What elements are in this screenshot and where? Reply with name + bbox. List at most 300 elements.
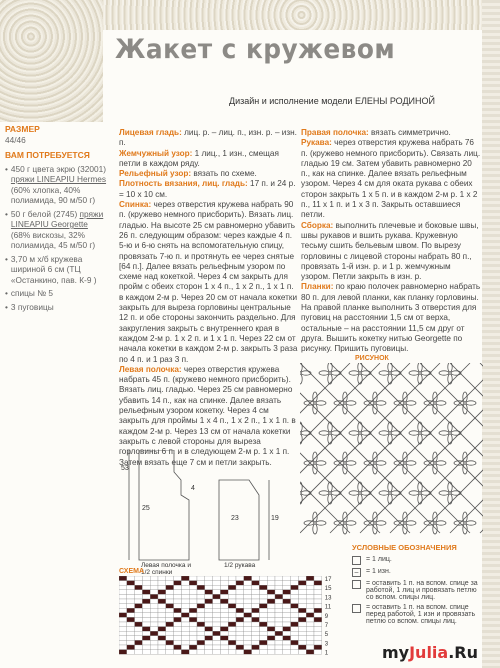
chart-cell [119,622,127,627]
chart-cell [228,585,236,590]
petal-motif [316,521,326,525]
chart-cell [205,576,213,581]
chart-cell [275,645,283,650]
instruction-label: Рукава: [301,138,332,148]
chart-cell [197,650,205,655]
chart-cell [127,627,135,632]
chart-cell [252,585,260,590]
chart-cell [119,590,127,595]
legend-text: = 1 лиц. [366,556,392,563]
chart-cell [158,636,166,641]
chart-cell [228,576,236,581]
chart-cell [259,576,267,581]
chart-cell [166,617,174,622]
material-text: 50 г белой (2745) пряжи LINEAPIU Georgette (68% вискозы, 32% полиамида, 45 м/50 г) [10,208,104,250]
chart-cell [314,622,322,627]
chart-cell [142,631,150,636]
chart-cell [127,631,135,636]
chart-cell [283,645,291,650]
chart-cell [244,617,252,622]
chart-cell [142,636,150,641]
instruction-paragraph [119,169,299,179]
chart-cell [119,645,127,650]
chart-cell [150,581,158,586]
watermark-part: my [381,643,410,662]
chart-cell [158,627,166,632]
chart-cell [252,622,260,627]
chart-cell [119,594,127,599]
watermark [382,643,478,662]
chart-cell [244,650,252,655]
chart-cell [119,636,127,641]
chart-cell [259,581,267,586]
instruction-label: Левая полочка: [119,364,182,374]
schema-diagram [119,450,289,575]
chart-cell [252,613,260,618]
petal-motif [319,431,329,435]
chart-cell [228,599,236,604]
chart-cell [142,585,150,590]
chart-cell [213,640,221,645]
chart-cell [197,645,205,650]
chart-cell [119,599,127,604]
chart-cell [291,631,299,636]
lace-photo [0,0,103,122]
chart-cell [213,608,221,613]
chart-cell [283,617,291,622]
chart-cell [150,613,158,618]
chart-cell [236,645,244,650]
chart-cell [166,599,174,604]
chart-cell [150,627,158,632]
chart-cell [314,594,322,599]
chart-cell [259,640,267,645]
chart-cell [252,590,260,595]
chart-cell [189,599,197,604]
chart-cell [135,590,143,595]
front-caption: Левая полочка и 1/2 спинки [141,562,191,576]
chart-cell [314,613,322,618]
chart-cell [127,604,135,609]
instruction-paragraph [301,138,481,220]
legend-symbol-icon [352,556,361,565]
chart-cell [150,640,158,645]
petal-motif [466,401,476,405]
chart-cell [275,631,283,636]
chart-cell [220,576,228,581]
chart-cell [220,608,228,613]
chart-cell [314,645,322,650]
chart-cell [213,627,221,632]
chart-cell [174,599,182,604]
chart-cell [298,604,306,609]
chart-cell [213,590,221,595]
chart-cell [275,617,283,622]
chart-cell [127,645,135,650]
chart-cell [158,604,166,609]
chart-cell [244,581,252,586]
chart-cell [135,627,143,632]
chart-cell [150,650,158,655]
chart-cell [205,636,213,641]
chart-cell [158,585,166,590]
chart-cell [314,636,322,641]
chart-cell [158,576,166,581]
designer-credit: Дизайн и исполнение модели ЕЛЕНЫ РОДИНОЙ [229,96,435,106]
chart-cell [135,581,143,586]
chart-cell [298,622,306,627]
chart-cell [119,581,127,586]
instruction-paragraph [119,149,299,170]
instruction-paragraph [119,128,299,149]
row-number: 1 [324,650,329,657]
chart-cell [135,604,143,609]
chart-cell [166,604,174,609]
chart-cell [205,640,213,645]
chart-cell [275,622,283,627]
chart-cell [306,585,314,590]
chart-cell [213,617,221,622]
chart-cell [158,594,166,599]
chart-cell [213,631,221,636]
chart-cell [150,636,158,641]
chart-cell [197,627,205,632]
lace-photo-right [482,0,500,668]
chart-cell [174,576,182,581]
chart-cell [291,650,299,655]
chart-cell [181,581,189,586]
chart-cell [158,613,166,618]
chart-cell [236,576,244,581]
instruction-paragraph [119,200,299,365]
chart-cell [291,604,299,609]
chart-cell [127,622,135,627]
petal-motif [409,491,419,495]
chart-cell [259,617,267,622]
petal-motif [346,401,356,405]
petal-motif [300,374,302,384]
chart-cell [259,631,267,636]
chart-cell [306,594,314,599]
chart-cell [228,636,236,641]
chart-cell [236,613,244,618]
chart-cell [119,640,127,645]
instruction-paragraph [301,282,481,354]
chart-cell [189,576,197,581]
chart-cell [127,636,135,641]
chart-cell [158,599,166,604]
chart-cell [189,581,197,586]
chart-cell [259,622,267,627]
chart-cell [275,650,283,655]
chart-cell [267,640,275,645]
chart-cell [220,631,228,636]
chart-cell [197,594,205,599]
instruction-paragraph [301,128,481,138]
chart-cell [174,613,182,618]
chart-cell [259,599,267,604]
chart-cell [135,631,143,636]
petal-motif [319,491,329,495]
chart-cell [244,576,252,581]
chart-cell [189,640,197,645]
material-item [5,164,107,206]
chart-cell [298,617,306,622]
chart-cell [283,590,291,595]
chart-cell [127,608,135,613]
chart-cell [228,640,236,645]
chart-cell [252,576,260,581]
instruction-text: по краю полочек равномерно набрать 80 п. для левой планки, как планку горловины. На правой планке выполнить 3 отверстия для пуговиц на расстоянии 1,5 см от верха, остальные – на расстоянии 11,5 см друг от друга. Вышить кокетку нитью Georgette по рисунку. Пришить пуговицы. [301,282,481,354]
chart-cell [244,631,252,636]
chart-cell [314,604,322,609]
chart-cell [205,608,213,613]
chart-cell [244,585,252,590]
petal-motif [346,461,356,465]
chart-cell [252,581,260,586]
petal-motif [379,491,389,495]
chart-cell [205,599,213,604]
chart-cell [244,604,252,609]
bullet-icon: • [5,301,8,312]
instructions-column-2 [301,128,481,355]
chart-cell [189,604,197,609]
material-text: спицы № 5 [10,288,54,298]
chart-cell [228,645,236,650]
chart-cell [267,627,275,632]
instruction-text: вязать симметрично. [368,128,451,137]
chart-cell [220,622,228,627]
chart-cell [142,627,150,632]
chart-cell [291,640,299,645]
chart-cell [267,581,275,586]
petal-motif [436,521,446,525]
legend-symbol-icon [352,580,361,589]
chart-cell [267,590,275,595]
chart-cell [259,636,267,641]
chart-cell [291,599,299,604]
petal-motif [406,521,416,525]
materials-list [5,164,107,313]
chart-cell [283,627,291,632]
petal-motif [409,431,419,435]
chart-cell [267,645,275,650]
instruction-text: выполнить плечевые и боковые швы, швы рукавов и вшить рукава. Кружевную тесьму сшить бельевым швом. По вырезу горловины с лицевой стороны набрать 80 п., провязать 1-й изн. р. и 1 р. жемчужным узором. Петли закрыть в изн. р. [301,220,479,282]
chart-cell [181,650,189,655]
chart-cell [298,594,306,599]
chart-cell [197,617,205,622]
petal-motif [316,461,326,465]
chart-cell [119,631,127,636]
chart-cell [189,622,197,627]
chart-cell [158,650,166,655]
chart-cell [298,608,306,613]
chart-cell [220,613,228,618]
chart-cell [283,622,291,627]
instruction-text: 17 п. и 24 р. = 10 х 10 см. [119,179,296,199]
chart-cell [275,585,283,590]
chart-cell [197,636,205,641]
instruction-label: Рельефный узор: [119,169,192,179]
chart-cell [181,585,189,590]
chart-cell [150,631,158,636]
chart-cell [181,613,189,618]
chart-cell [181,617,189,622]
row-number: 3 [324,641,329,648]
chart-cell [228,581,236,586]
chart-cell [291,585,299,590]
chart-cell [158,608,166,613]
chart-cell [291,576,299,581]
chart-cell [142,604,150,609]
chart-cell [291,636,299,641]
petal-motif [313,524,317,534]
chart-cell [275,627,283,632]
petal-motif [466,461,476,465]
petal-motif [349,431,359,435]
chart-cell [213,581,221,586]
chart-cell [306,631,314,636]
chart-cell [298,599,306,604]
chart-cell [150,617,158,622]
instruction-text: 1 лиц., 1 изн., смещая петли в каждом ряду. [119,148,279,168]
chart-cell [236,622,244,627]
chart-cell [228,622,236,627]
chart-cell [127,613,135,618]
chart-cell [166,594,174,599]
chart-cell [306,608,314,613]
chart-cell [306,636,314,641]
page-title: Жакет с кружевом [115,34,396,65]
row-number: 15 [324,586,332,593]
legend-row [352,604,482,625]
chart-cell [220,627,228,632]
chart-cell [213,585,221,590]
lace-photo-top [103,0,500,30]
chart-cell [189,650,197,655]
chart-cell [220,581,228,586]
chart-cell [306,627,314,632]
pattern-label: РИСУНОК [355,355,389,362]
chart-cell [306,613,314,618]
chart-cell [259,613,267,618]
chart-cell [228,608,236,613]
chart-cell [158,645,166,650]
chart-cell [166,650,174,655]
chart-cell [306,581,314,586]
bullet-icon: • [5,208,8,219]
chart-cell [174,608,182,613]
chart-cell [135,645,143,650]
chart-cell [213,604,221,609]
instruction-label: Лицевая гладь: [119,128,182,137]
chart-cell [228,594,236,599]
chart-cell [298,590,306,595]
chart-cell [244,645,252,650]
dim-label: 23 [231,515,239,522]
chart-cell [150,608,158,613]
chart-cell [252,627,260,632]
sleeve-caption: 1/2 рукава [224,562,256,569]
chart-cell [244,599,252,604]
chart-cell [283,608,291,613]
chart-cell [142,608,150,613]
chart-cell [135,622,143,627]
watermark-part: Julia [409,643,449,662]
chart-cell [213,650,221,655]
chart-cell [259,590,267,595]
chart-cell [205,617,213,622]
chart-cell [236,627,244,632]
chart-cell [119,608,127,613]
chart-cell [252,640,260,645]
chart-cell [197,622,205,627]
instruction-paragraph [119,179,299,200]
chart-cell [189,590,197,595]
chart-cell [181,636,189,641]
chart-cell [135,617,143,622]
chart-cell [127,585,135,590]
chart-cell [189,627,197,632]
chart-cell [228,627,236,632]
chart-cell [314,617,322,622]
chart-cell [189,617,197,622]
chart-cell [213,594,221,599]
chart-cell [127,576,135,581]
chart-cell [142,599,150,604]
chart-cell [166,585,174,590]
chart-cell [306,645,314,650]
chart-cell [119,650,127,655]
chart-cell [298,640,306,645]
chart-cell [174,636,182,641]
chart-cell [275,608,283,613]
chart-cell [205,590,213,595]
chart-cell [283,631,291,636]
size-heading: РАЗМЕР [5,124,40,134]
petal-motif [466,521,476,525]
chart-cell [119,617,127,622]
chart-cell [127,599,135,604]
chart-cell [189,645,197,650]
chart-cell [127,581,135,586]
chart-cell [244,640,252,645]
chart-cell [275,604,283,609]
chart-cell [205,581,213,586]
legend-row [352,580,482,601]
chart-cell [283,613,291,618]
chart-cell [135,640,143,645]
chart-cell [220,636,228,641]
bullet-icon: • [5,288,8,298]
instructions-column-1 [119,128,299,468]
chart-cell [181,622,189,627]
chart-cell [166,590,174,595]
chart-cell [181,645,189,650]
chart-cell [267,650,275,655]
chart-cell [205,613,213,618]
chart-cell [259,608,267,613]
chart-cell [252,636,260,641]
garment-schema [119,450,289,575]
chart-cell [150,622,158,627]
size-value: 44/46 [5,134,26,145]
chart-cell [220,585,228,590]
chart-cell [236,636,244,641]
lace-diagram [300,363,483,543]
legend-title: УСЛОВНЫЕ ОБОЗНАЧЕНИЯ [352,543,457,552]
chart-cell [142,576,150,581]
